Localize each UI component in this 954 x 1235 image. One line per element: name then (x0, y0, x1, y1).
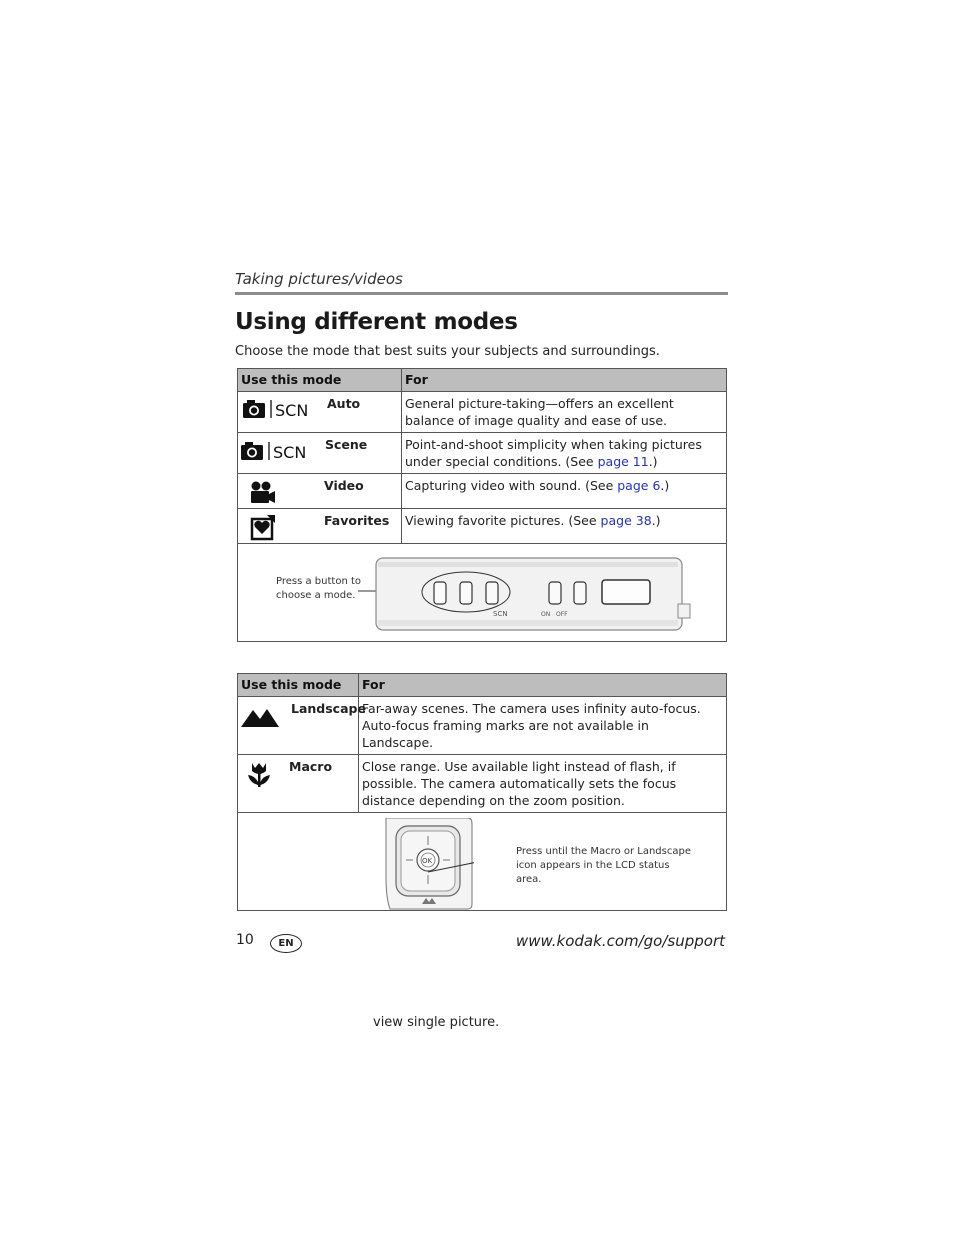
svg-text:OK: OK (422, 857, 433, 865)
table-row (238, 509, 727, 544)
page-link[interactable]: page 38 (600, 513, 652, 528)
callout-text: Press a button to choose a mode. (276, 576, 362, 601)
modes-table-2 (237, 673, 727, 911)
svg-text:SCN: SCN (273, 443, 307, 461)
mode-name: Macro (289, 759, 333, 774)
landscape-icon (241, 704, 279, 728)
support-url[interactable]: www.kodak.com/go/support (515, 932, 725, 950)
mode-cell (238, 509, 402, 544)
stray-text: view single picture. (373, 1015, 500, 1030)
mode-cell (238, 697, 366, 755)
header-rule (235, 292, 728, 295)
mode-name: Favorites (324, 513, 390, 528)
table-row (238, 474, 727, 509)
mode-cell (238, 433, 402, 474)
svg-text:ON: ON (541, 611, 551, 618)
callout-text: Press until the Macro or Landscape icon appears in the LCD status area. (516, 846, 691, 885)
mode-description: Close range. Use available light instead of flash, if possible. The camera automatically sets the focus distance depending on the zoom position. (359, 755, 727, 813)
camera-top-illustration (356, 554, 696, 636)
mode-name: Landscape (291, 701, 366, 716)
camera-scn-icon (242, 399, 318, 419)
svg-text:SCN: SCN (493, 610, 508, 618)
mode-name: Auto (327, 396, 361, 411)
illustration-row (238, 544, 727, 642)
col-header-mode: Use this mode (238, 674, 359, 697)
table-row (238, 697, 727, 755)
col-header-mode: Use this mode (238, 369, 402, 392)
dpad-illustration-cell (238, 813, 727, 911)
mode-description: Viewing favorite pictures. (See page 38.) (402, 509, 727, 544)
mode-name: Video (324, 478, 364, 493)
mode-cell (238, 755, 359, 813)
camera-scn-icon (240, 441, 316, 461)
mode-description: Far-away scenes. The camera uses infinity auto-focus. Auto-focus framing marks are not available in Landscape. (359, 697, 727, 755)
table-row (238, 433, 727, 474)
macro-flower-icon (246, 761, 272, 789)
intro-text: Choose the mode that best suits your subjects and surroundings. (235, 344, 660, 359)
col-header-for: For (402, 369, 727, 392)
mode-description: Point-and-shoot simplicity when taking pictures under special conditions. (See page 11.) (402, 433, 727, 474)
mode-cell (238, 474, 402, 509)
mode-name: Scene (325, 437, 368, 452)
page-link[interactable]: page 11 (597, 454, 649, 469)
modes-table-1 (237, 368, 727, 642)
dpad-illustration (382, 818, 474, 910)
svg-text:SCN: SCN (275, 401, 309, 419)
mode-cell (238, 392, 402, 433)
mode-description: General picture-taking—offers an excellent balance of image quality and ease of use. (402, 392, 727, 433)
camera-top-illustration-cell (238, 544, 727, 642)
video-camera-icon (250, 481, 276, 505)
table-row (238, 392, 727, 433)
page-link[interactable]: page 6 (617, 478, 661, 493)
page-title: Using different modes (235, 309, 518, 335)
language-badge: EN (270, 934, 302, 953)
mode-description: Capturing video with sound. (See page 6.) (402, 474, 727, 509)
page-number: 10 (236, 932, 254, 948)
col-header-for: For (359, 674, 727, 697)
running-head: Taking pictures/videos (235, 270, 403, 288)
illustration-row (238, 813, 727, 911)
table-row (238, 755, 727, 813)
favorites-icon (250, 514, 276, 541)
svg-text:OFF: OFF (556, 611, 568, 618)
